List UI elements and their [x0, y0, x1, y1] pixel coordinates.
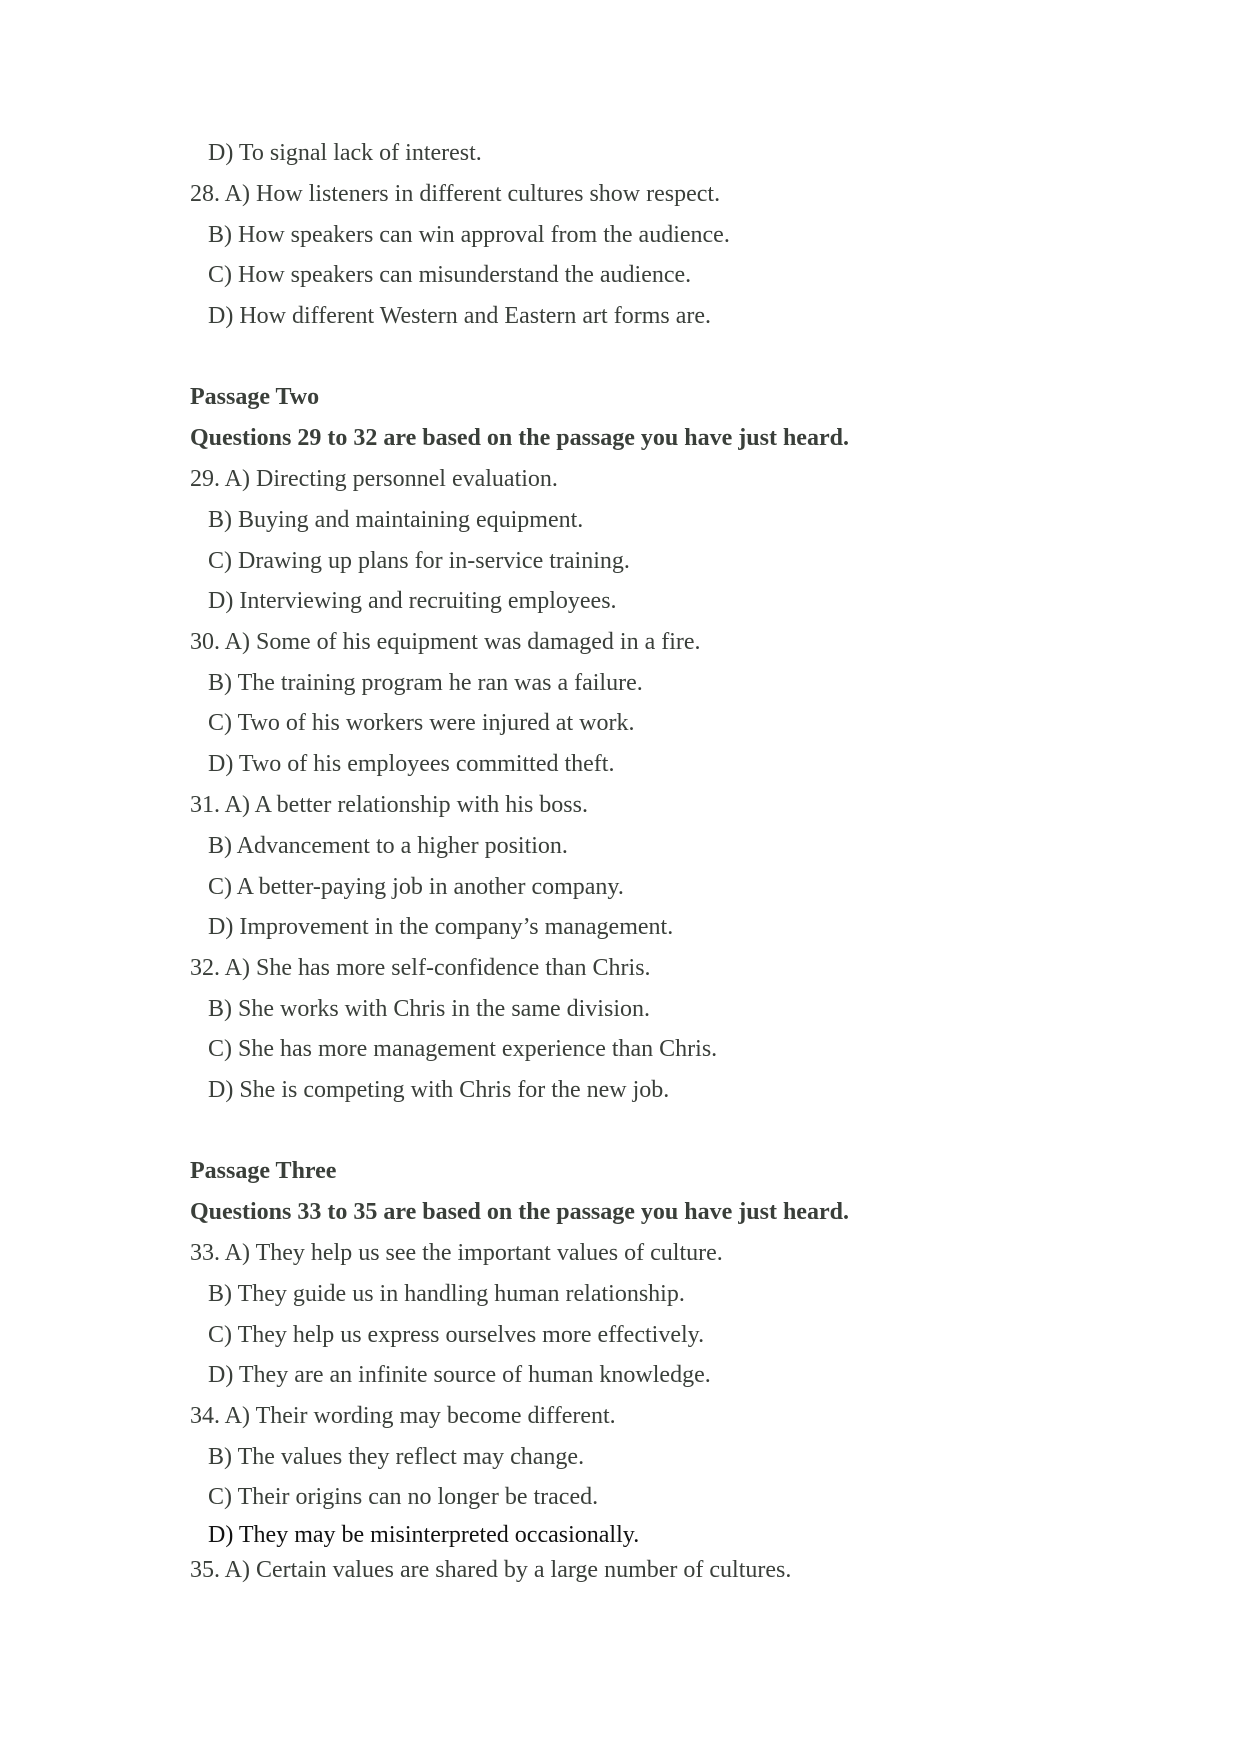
section-heading: Questions 33 to 35 are based on the passage you have just heard. — [190, 1199, 849, 1225]
option-line: D) They may be misinterpreted occasionally. — [208, 1522, 640, 1548]
option-line: C) Drawing up plans for in-service training. — [208, 548, 630, 574]
option-line: D) Two of his employees committed theft. — [208, 751, 615, 777]
question-line: 29. A) Directing personnel evaluation. — [190, 466, 558, 492]
question-line: 33. A) They help us see the important values of culture. — [190, 1240, 723, 1266]
option-line: C) They help us express ourselves more effectively. — [208, 1322, 705, 1348]
question-line: 35. A) Certain values are shared by a large number of cultures. — [190, 1557, 792, 1583]
option-line: C) Their origins can no longer be traced. — [208, 1484, 599, 1510]
question-line: 34. A) Their wording may become different. — [190, 1403, 616, 1429]
question-line: 32. A) She has more self-confidence than Chris. — [190, 955, 651, 981]
option-line: B) How speakers can win approval from the audience. — [208, 222, 730, 248]
option-line: B) The values they reflect may change. — [208, 1444, 585, 1470]
option-line: B) The training program he ran was a failure. — [208, 670, 643, 696]
section-heading: Passage Two — [190, 384, 320, 410]
option-line: C) Two of his workers were injured at work. — [208, 710, 635, 736]
question-line: 30. A) Some of his equipment was damaged in a fire. — [190, 629, 701, 655]
option-line: D) Interviewing and recruiting employees. — [208, 588, 617, 614]
option-line: D) How different Western and Eastern art forms are. — [208, 303, 711, 329]
option-line: D) To signal lack of interest. — [208, 140, 482, 166]
option-line: B) Buying and maintaining equipment. — [208, 507, 584, 533]
option-line: B) They guide us in handling human relationship. — [208, 1281, 685, 1307]
section-heading: Questions 29 to 32 are based on the passage you have just heard. — [190, 425, 849, 451]
option-line: B) She works with Chris in the same division. — [208, 996, 650, 1022]
option-line: C) She has more management experience than Chris. — [208, 1036, 718, 1062]
option-line: D) Improvement in the company’s management. — [208, 914, 674, 940]
section-heading: Passage Three — [190, 1158, 337, 1184]
option-line: B) Advancement to a higher position. — [208, 833, 568, 859]
option-line: D) She is competing with Chris for the new job. — [208, 1077, 670, 1103]
question-line: 28. A) How listeners in different cultures show respect. — [190, 181, 721, 207]
option-line: D) They are an infinite source of human knowledge. — [208, 1362, 711, 1388]
option-line: C) A better-paying job in another company. — [208, 874, 624, 900]
option-line: C) How speakers can misunderstand the audience. — [208, 262, 692, 288]
question-line: 31. A) A better relationship with his boss. — [190, 792, 588, 818]
